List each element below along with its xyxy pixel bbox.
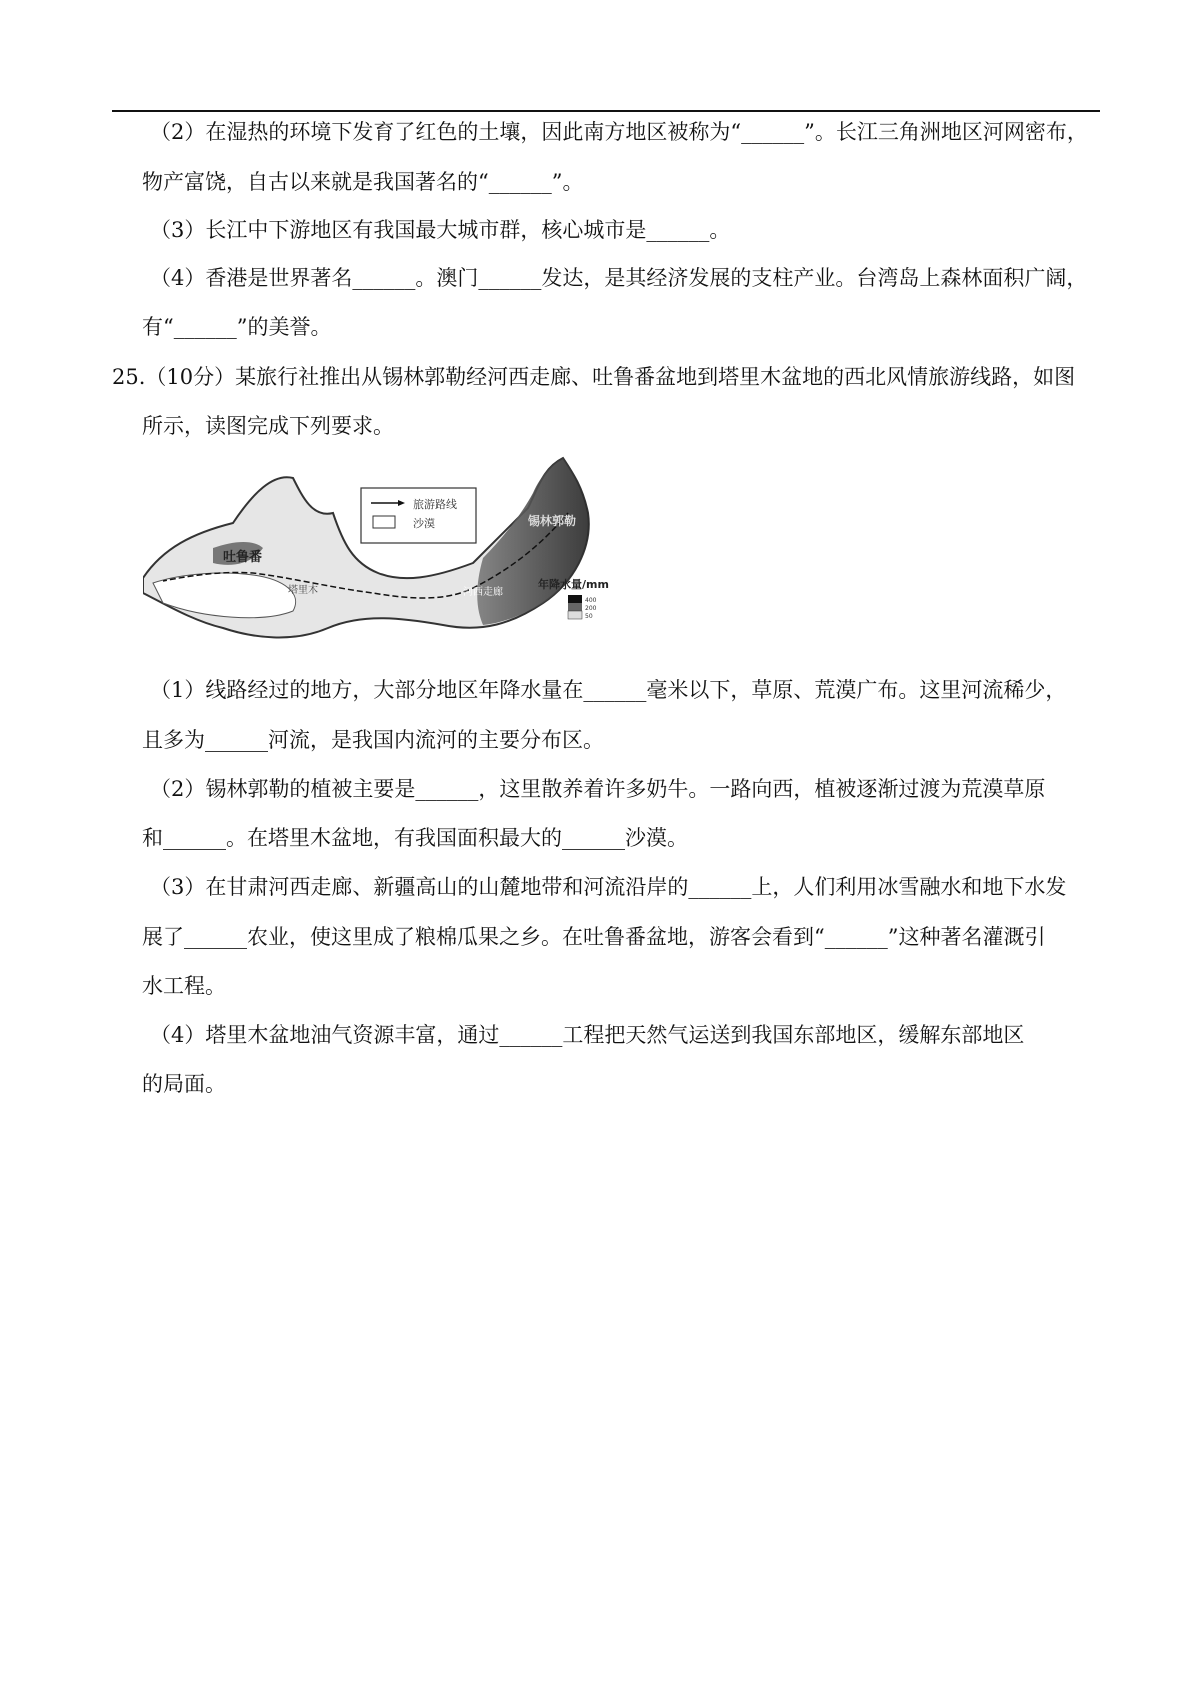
q24-part2-line2: 物产富饶，自古以来就是我国著名的“______”。: [142, 170, 584, 194]
northwest-route-map: [143, 453, 643, 653]
q24-part4-line1: （4）香港是世界著名______。澳门______发达，是其经济发展的支柱产业。台湾岛上森林面积广阔，: [150, 266, 1088, 290]
q25-part4-line1: （4）塔里木盆地油气资源丰富，通过______工程把天然气运送到我国东部地区，缓解东部地区: [150, 1023, 1025, 1047]
q24-part3-line1: （3）长江中下游地区有我国最大城市群，核心城市是______。: [150, 218, 731, 242]
svg-text:200: 200: [585, 605, 597, 612]
q25-part4-line2: 的局面。: [142, 1072, 226, 1096]
q25-part2-line1: （2）锡林郭勒的植被主要是______，这里散养着许多奶牛。一路向西，植被逐渐过渡为荒漠草原: [150, 777, 1046, 801]
q25-part1-line2: 且多为______河流，是我国内流河的主要分布区。: [142, 728, 604, 752]
q24-part4-line2: 有“______”的美誉。: [142, 315, 332, 339]
q25-part3-line3: 水工程。: [142, 974, 226, 998]
svg-text:河西走廊: 河西走廊: [463, 587, 503, 598]
q25-stem-line1: 25.（10分）某旅行社推出从锡林郭勒经河西走廊、吐鲁番盆地到塔里木盆地的西北风情旅游线路，如图: [112, 365, 1076, 389]
svg-text:400: 400: [585, 597, 597, 604]
q25-part2-line2: 和______。在塔里木盆地，有我国面积最大的______沙漠。: [142, 826, 688, 850]
svg-text:旅游路线: 旅游路线: [413, 498, 457, 511]
q24-part2-line1: （2）在湿热的环境下发育了红色的土壤，因此南方地区被称为“______”。长江三角洲地区河网密布，: [150, 120, 1088, 144]
svg-text:吐鲁番: 吐鲁番: [223, 550, 263, 565]
q25-stem-line2: 所示，读图完成下列要求。: [142, 414, 394, 438]
q25-part3-line1: （3）在甘肃河西走廊、新疆高山的山麓地带和河流沿岸的______上，人们利用冰雪融水和地下水发: [150, 875, 1067, 899]
svg-text:锡林郭勒: 锡林郭勒: [528, 514, 577, 528]
q25-part3-line2: 展了______农业，使这里成了粮棉瓜果之乡。在吐鲁番盆地，游客会看到“______”这种著名灌溉引: [142, 925, 1046, 949]
svg-text:50: 50: [585, 613, 593, 620]
svg-text:年降水量/mm: 年降水量/mm: [538, 578, 609, 591]
svg-text:塔里木: 塔里木: [288, 585, 318, 596]
svg-text:沙漠: 沙漠: [413, 517, 435, 530]
q25-part1-line1: （1）线路经过的地方，大部分地区年降水量在______毫米以下，草原、荒漠广布。这里河流稀少，: [150, 678, 1067, 702]
header-rule: [112, 110, 1100, 112]
